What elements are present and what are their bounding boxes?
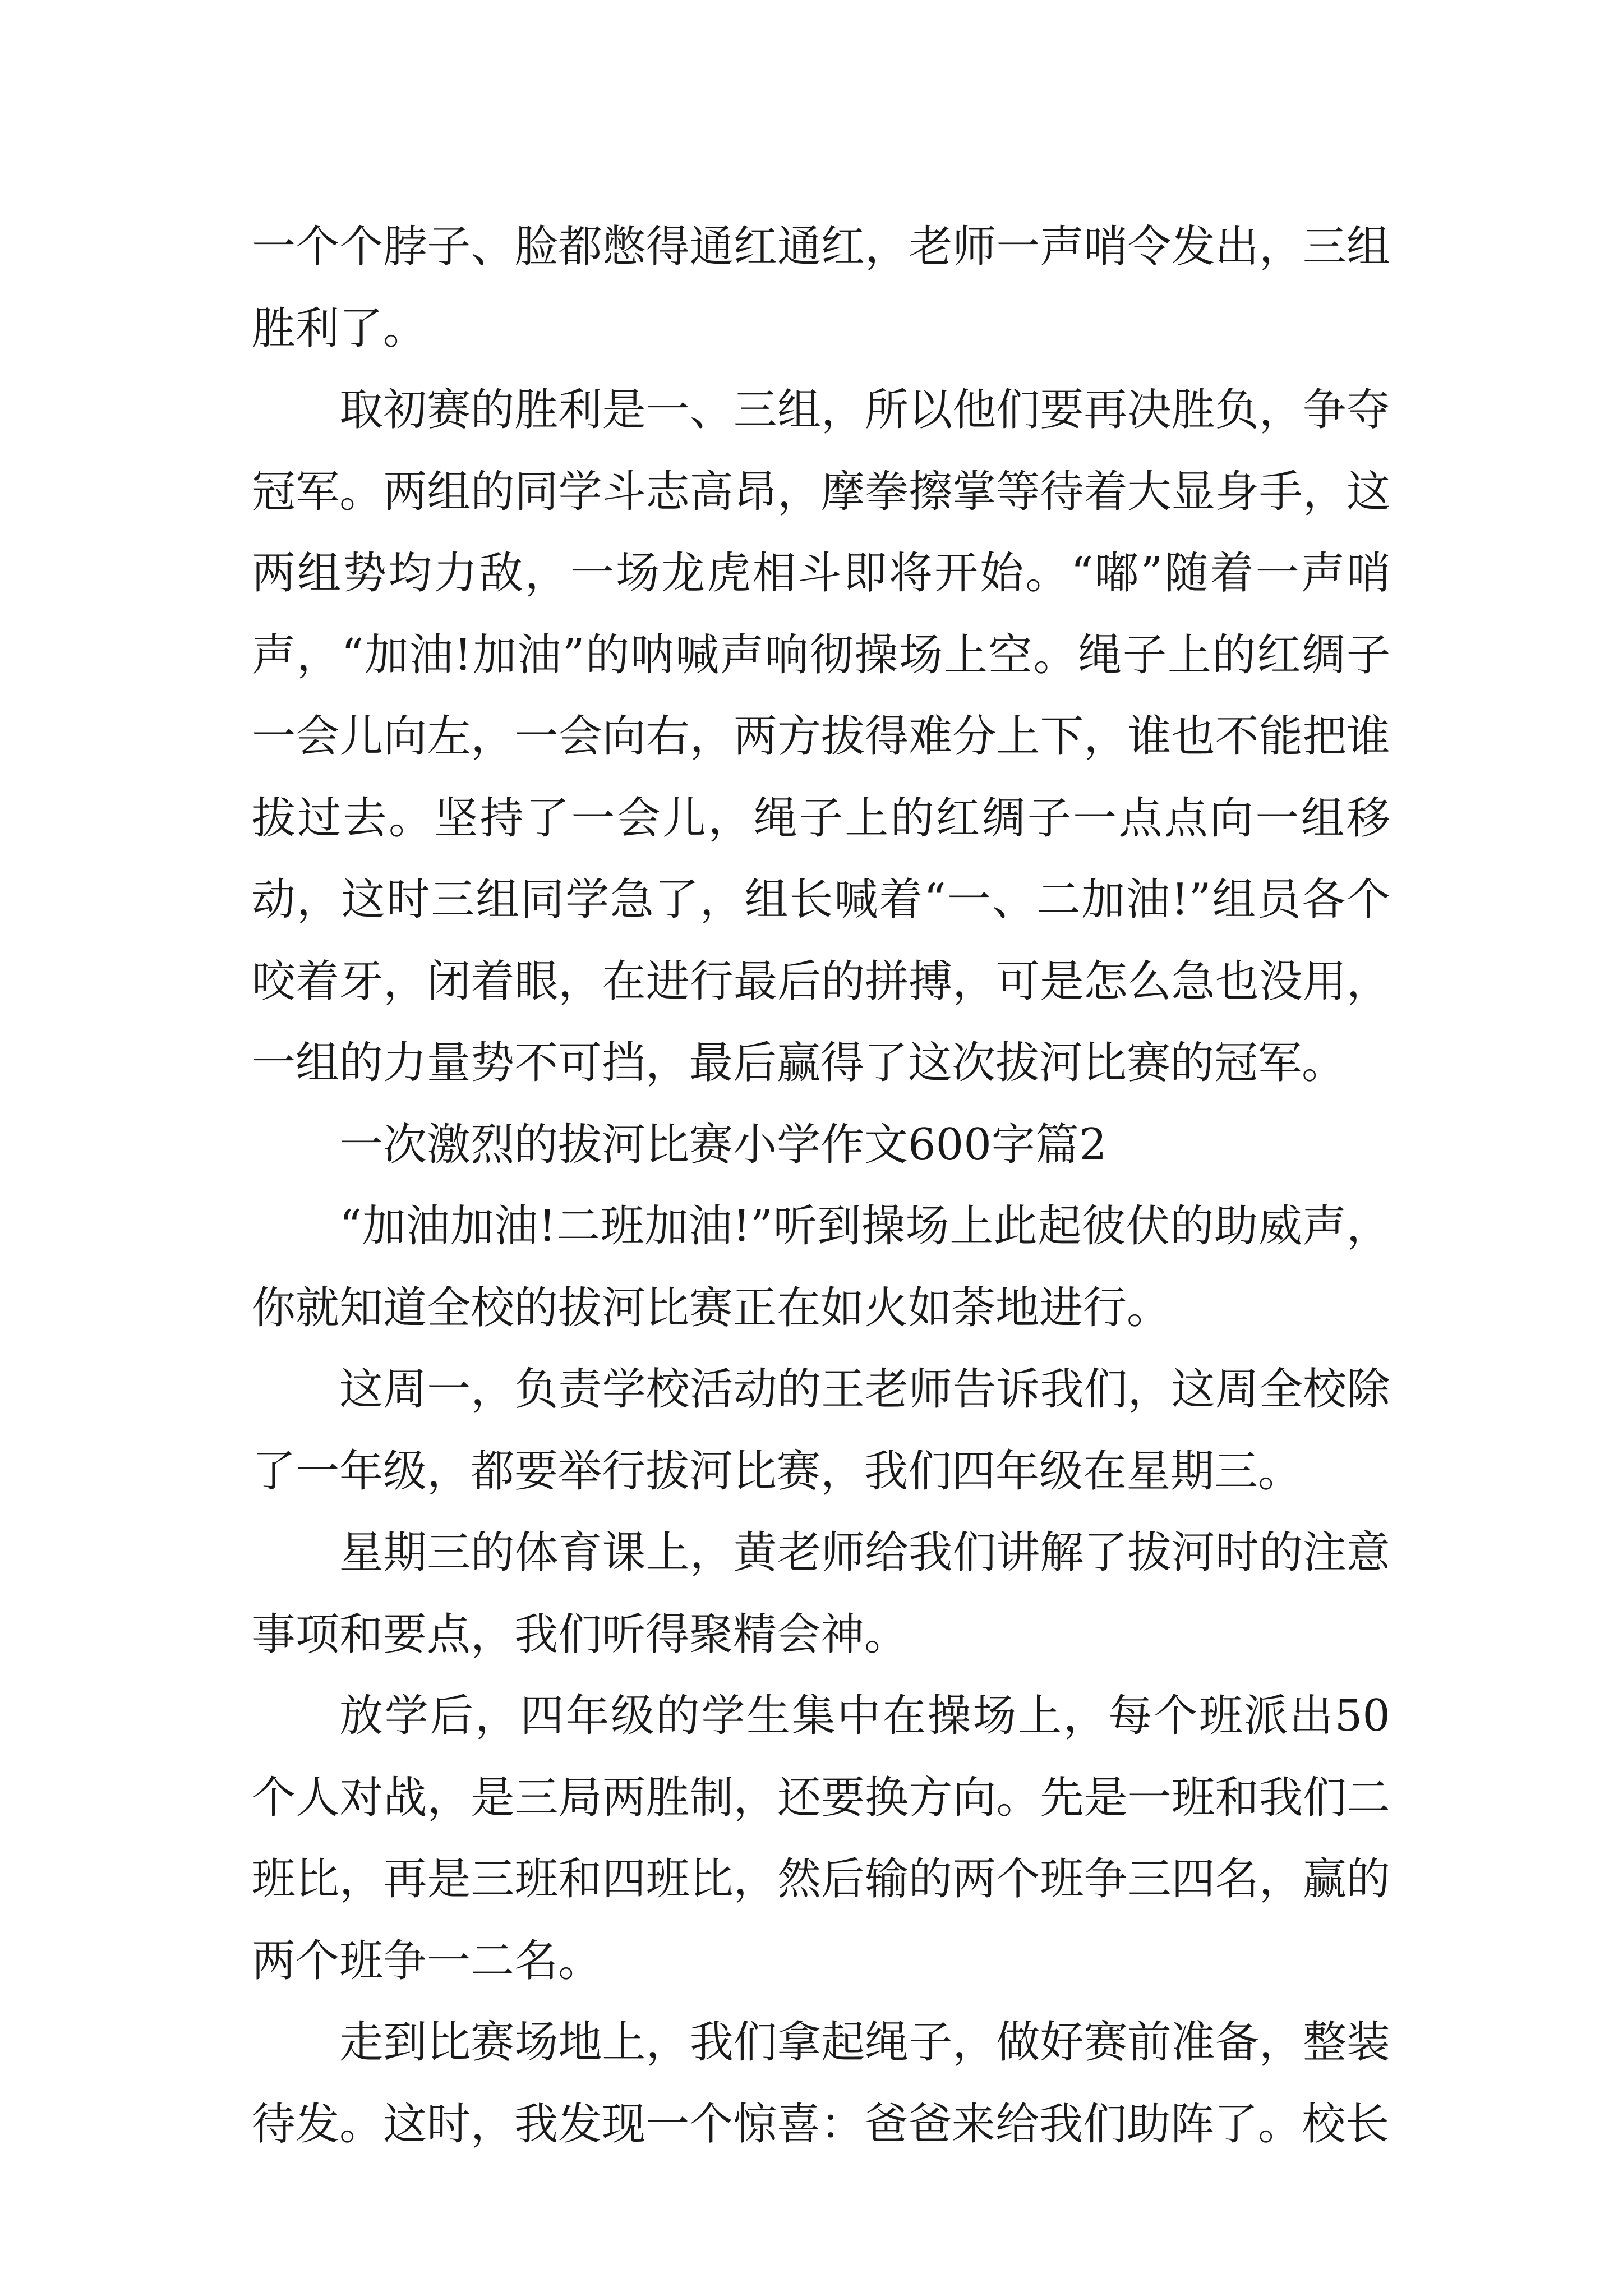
paragraph-final-match: 取初赛的胜利是一、三组，所以他们要再决胜负，争夺冠军。两组的同学斗志高昂，摩拳擦掌等待着大显身手，这两组势均力敌，一场龙虎相斗即将开始。“嘟”随着一声哨声，“加油!加油”的呐喊声响彻操场上空。绳子上的红绸子一会儿向左，一会向右，两方拔得难分上下，谁也不能把谁拔过去。坚持了一会儿，绳子上的红绸子一点点向一组移动，这时三组同学急了，组长喊着“一、二加油!”组员各个咬着牙，闭着眼，在进行最后的拼搏，可是怎么急也没用，一组的力量势不可挡，最后赢得了这次拔河比赛的冠军。 xyxy=(252,385,1390,1088)
essay-section-title: 一次激烈的拔河比赛小学作文600字篇2 xyxy=(339,1119,1107,1170)
paragraph-continued: 一个个脖子、脸都憋得通红通红，老师一声哨令发出，三组胜利了。 xyxy=(252,222,1390,354)
paragraph-announcement: 这周一，负责学校活动的王老师告诉我们，这周全校除了一年级，都要举行拔河比赛，我们四年级在星期三。 xyxy=(252,1364,1390,1497)
paragraph-pe-class: 星期三的体育课上，黄老师给我们讲解了拔河时的注意事项和要点，我们听得聚精会神。 xyxy=(252,1527,1390,1660)
paragraph-arrival: 走到比赛场地上，我们拿起绳子，做好赛前准备，整装待发。这时，我发现一个惊喜：爸爸来给我们助阵了。校长 xyxy=(252,2017,1390,2150)
paragraph-rules: 放学后，四年级的学生集中在操场上，每个班派出50个人对战，是三局两胜制，还要换方向。先是一班和我们二班比，再是三班和四班比，然后输的两个班争三四名，赢的两个班争一二名。 xyxy=(252,1691,1390,1986)
paragraph-cheering: “加油加油!二班加油!”听到操场上此起彼伏的助威声，你就知道全校的拔河比赛正在如火如荼地进行。 xyxy=(252,1201,1390,1333)
essay-body xyxy=(252,206,1390,2165)
